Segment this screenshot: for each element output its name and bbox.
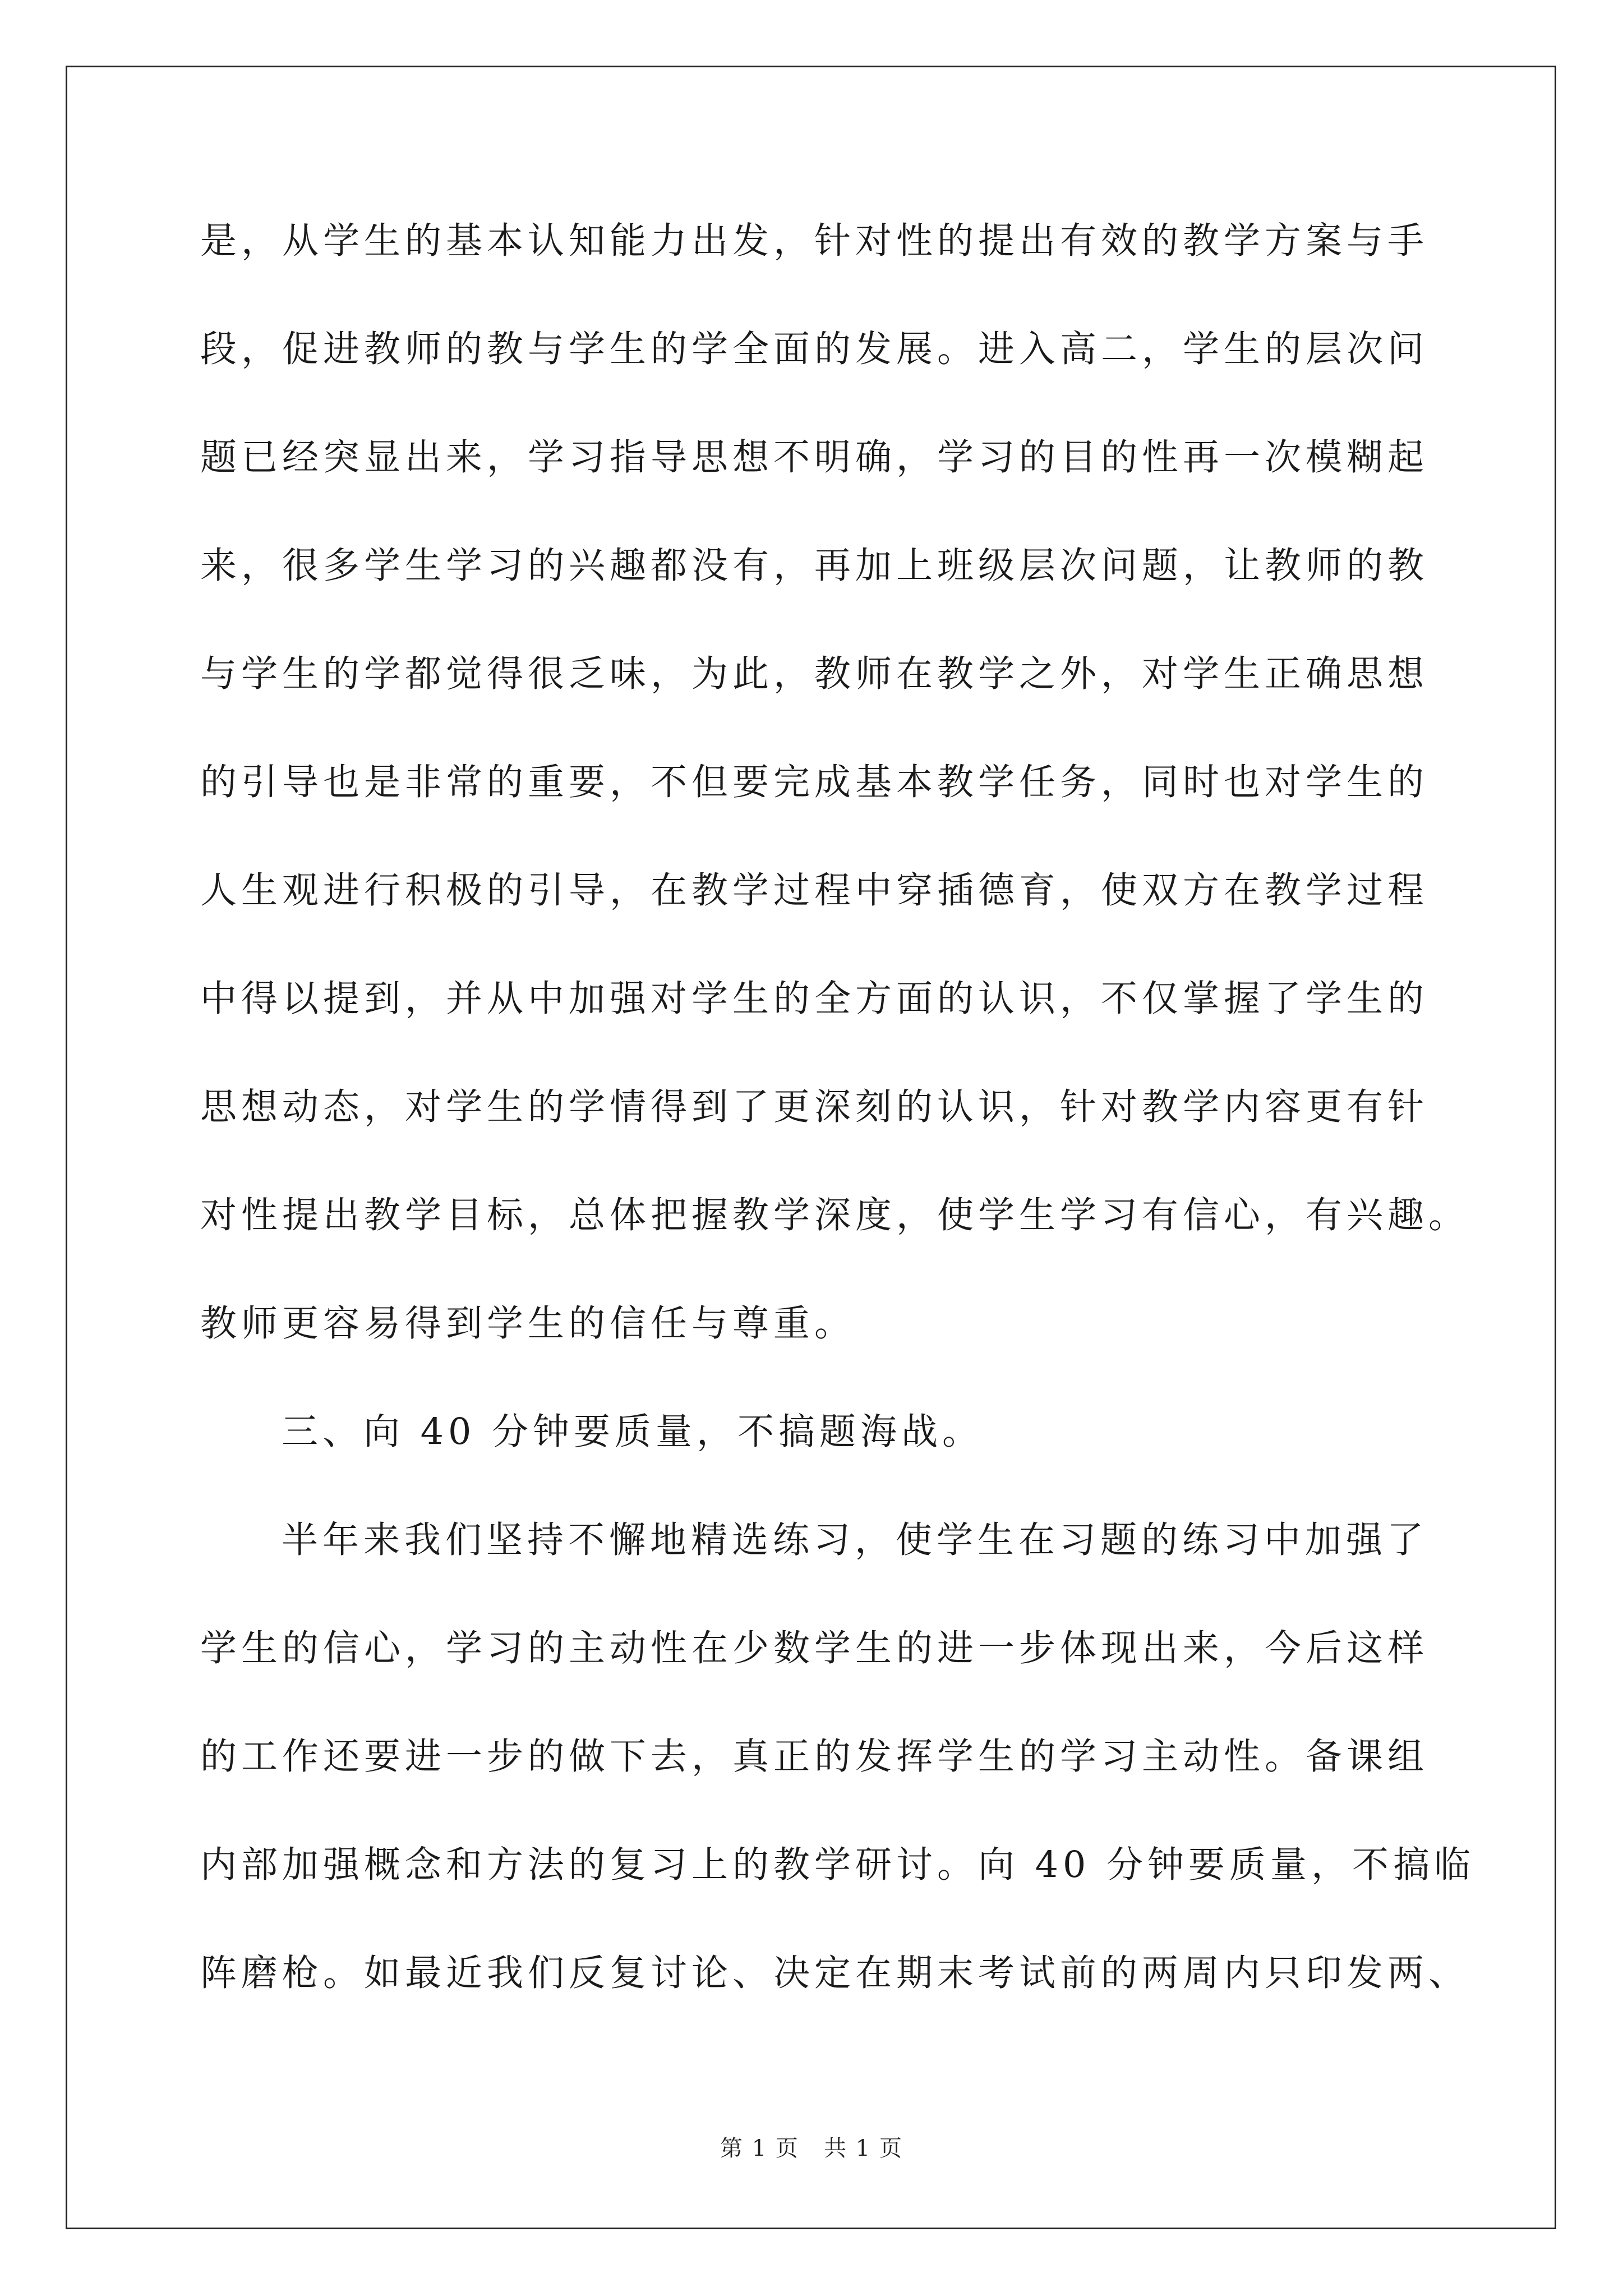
text-line: 学生的信心，学习的主动性在少数学生的进一步体现出来，今后这样 <box>200 1627 1429 1669</box>
text-line: 段，促进教师的教与学生的学全面的发展。进入高二，学生的层次问 <box>200 328 1429 370</box>
document-body <box>200 213 1476 2054</box>
text-line: 来，很多学生学习的兴趣都没有，再加上班级层次问题，让教师的教 <box>200 545 1429 587</box>
text-line: 教师更容易得到学生的信任与尊重。 <box>200 1303 856 1345</box>
text-line: 对性提出教学目标，总体把握教学深度，使学生学习有信心，有兴趣。 <box>200 1194 1470 1236</box>
text-line: 中得以提到，并从中加强对学生的全方面的认识，不仅掌握了学生的 <box>200 978 1429 1020</box>
text-line: 人生观进行积极的引导，在教学过程中穿插德育，使双方在教学过程 <box>200 869 1429 912</box>
paragraph-first-line: 半年来我们坚持不懈地精选练习，使学生在习题的练习中加强了 <box>282 1519 1428 1561</box>
section-heading: 三、向 40 分钟要质量，不搞题海战。 <box>282 1411 984 1453</box>
text-line: 与学生的学都觉得很乏味，为此，教师在教学之外，对学生正确思想 <box>200 653 1429 695</box>
text-line: 内部加强概念和方法的复习上的教学研讨。向 40 分钟要质量，不搞临 <box>200 1844 1476 1886</box>
text-line: 的引导也是非常的重要，不但要完成基本教学任务，同时也对学生的 <box>200 761 1429 803</box>
text-line: 题已经突显出来，学习指导思想不明确，学习的目的性再一次模糊起 <box>200 436 1429 478</box>
text-line: 阵磨枪。如最近我们反复讨论、决定在期末考试前的两周内只印发两、 <box>200 1952 1470 1994</box>
text-line: 的工作还要进一步的做下去，真正的发挥学生的学习主动性。备课组 <box>200 1736 1429 1778</box>
text-line: 思想动态，对学生的学情得到了更深刻的认识，针对教学内容更有针 <box>200 1086 1429 1128</box>
page-footer: 第 1 页 共 1 页 <box>720 2136 903 2161</box>
text-line: 是，从学生的基本认知能力出发，针对性的提出有效的教学方案与手 <box>200 220 1429 262</box>
